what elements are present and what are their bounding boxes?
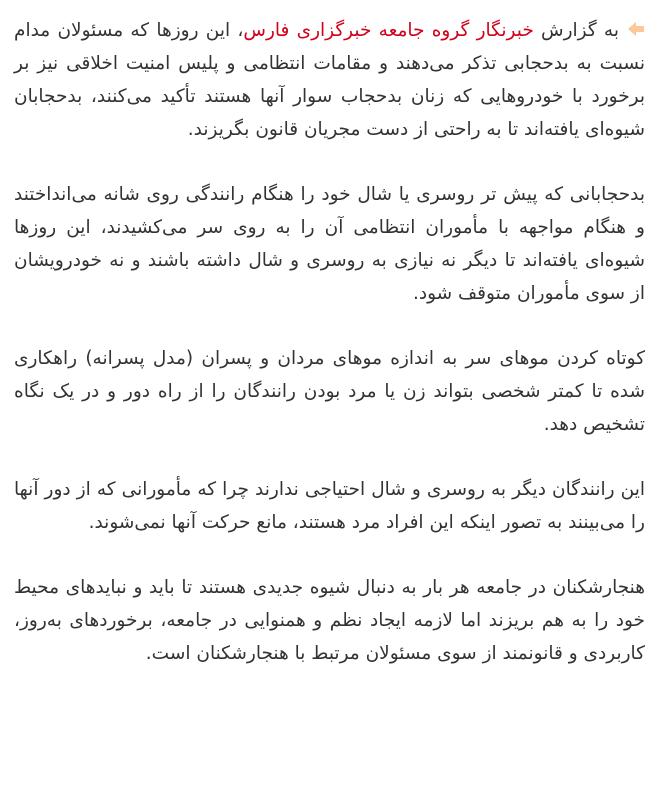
paragraph-2: بدحجابانی که پیش تر روسری یا شال خود را هنگام رانندگی روی شانه می‌انداختند و هنگام مواجهه با مأموران انتظامی آن را به روی سر می‌کشیدند، این روزها شیوه‌ای یافته‌اند تا دیگر نه نیازی به روسری و شال داشته باشند و نه خودرویشان از سوی مأموران متوقف شود. (14, 184, 645, 304)
paragraph-1-prefix: به گزارش (533, 20, 619, 41)
paragraph-3: کوتاه کردن موهای سر به اندازه موهای مردان و پسران (مدل پسرانه) راهکاری شده تا کمتر شخصی بتواند زن یا مرد بودن رانندگان را از راه دور و در یک نگاه تشخیص دهد. (14, 348, 645, 435)
paragraph-5: هنجارشکنان در جامعه هر بار به دنبال شیوه جدیدی هستند تا باید و نبایدهای محیط خود را به هم بریزند اما لازمه ایجاد نظم و همنوایی در جامعه، برخوردهای به‌روز، کاربردی و قانونمند از سوی مسئولان مرتبط با هنجارشکنان است. (14, 577, 645, 664)
paragraph-4: این رانندگان دیگر به روسری و شال احتیاجی ندارند چرا که مأمورانی که از دور آنها را می‌بینند به تصور اینکه این افراد مرد هستند، مانع حرکت آنها نمی‌شوند. (14, 479, 645, 533)
left-arrow-icon (627, 16, 645, 34)
paragraph-1 (14, 14, 645, 146)
news-agency-source-link[interactable]: خبرنگار گروه جامعه خبرگزاری فارس (243, 20, 534, 41)
paragraph-1-text: ، این روزها که مسئولان مدام نسبت به بدحجابی تذکر می‌دهند و مقامات انتظامی و پلیس امنیت اخلاقی نیز بر برخورد با خودروهایی که زنان بدحجاب سوار آنها هستند تأکید می‌کنند، بدحجابان شیوه‌ای یافته‌اند تا به راحتی از دست مجریان قانون بگریزند. (14, 20, 645, 140)
